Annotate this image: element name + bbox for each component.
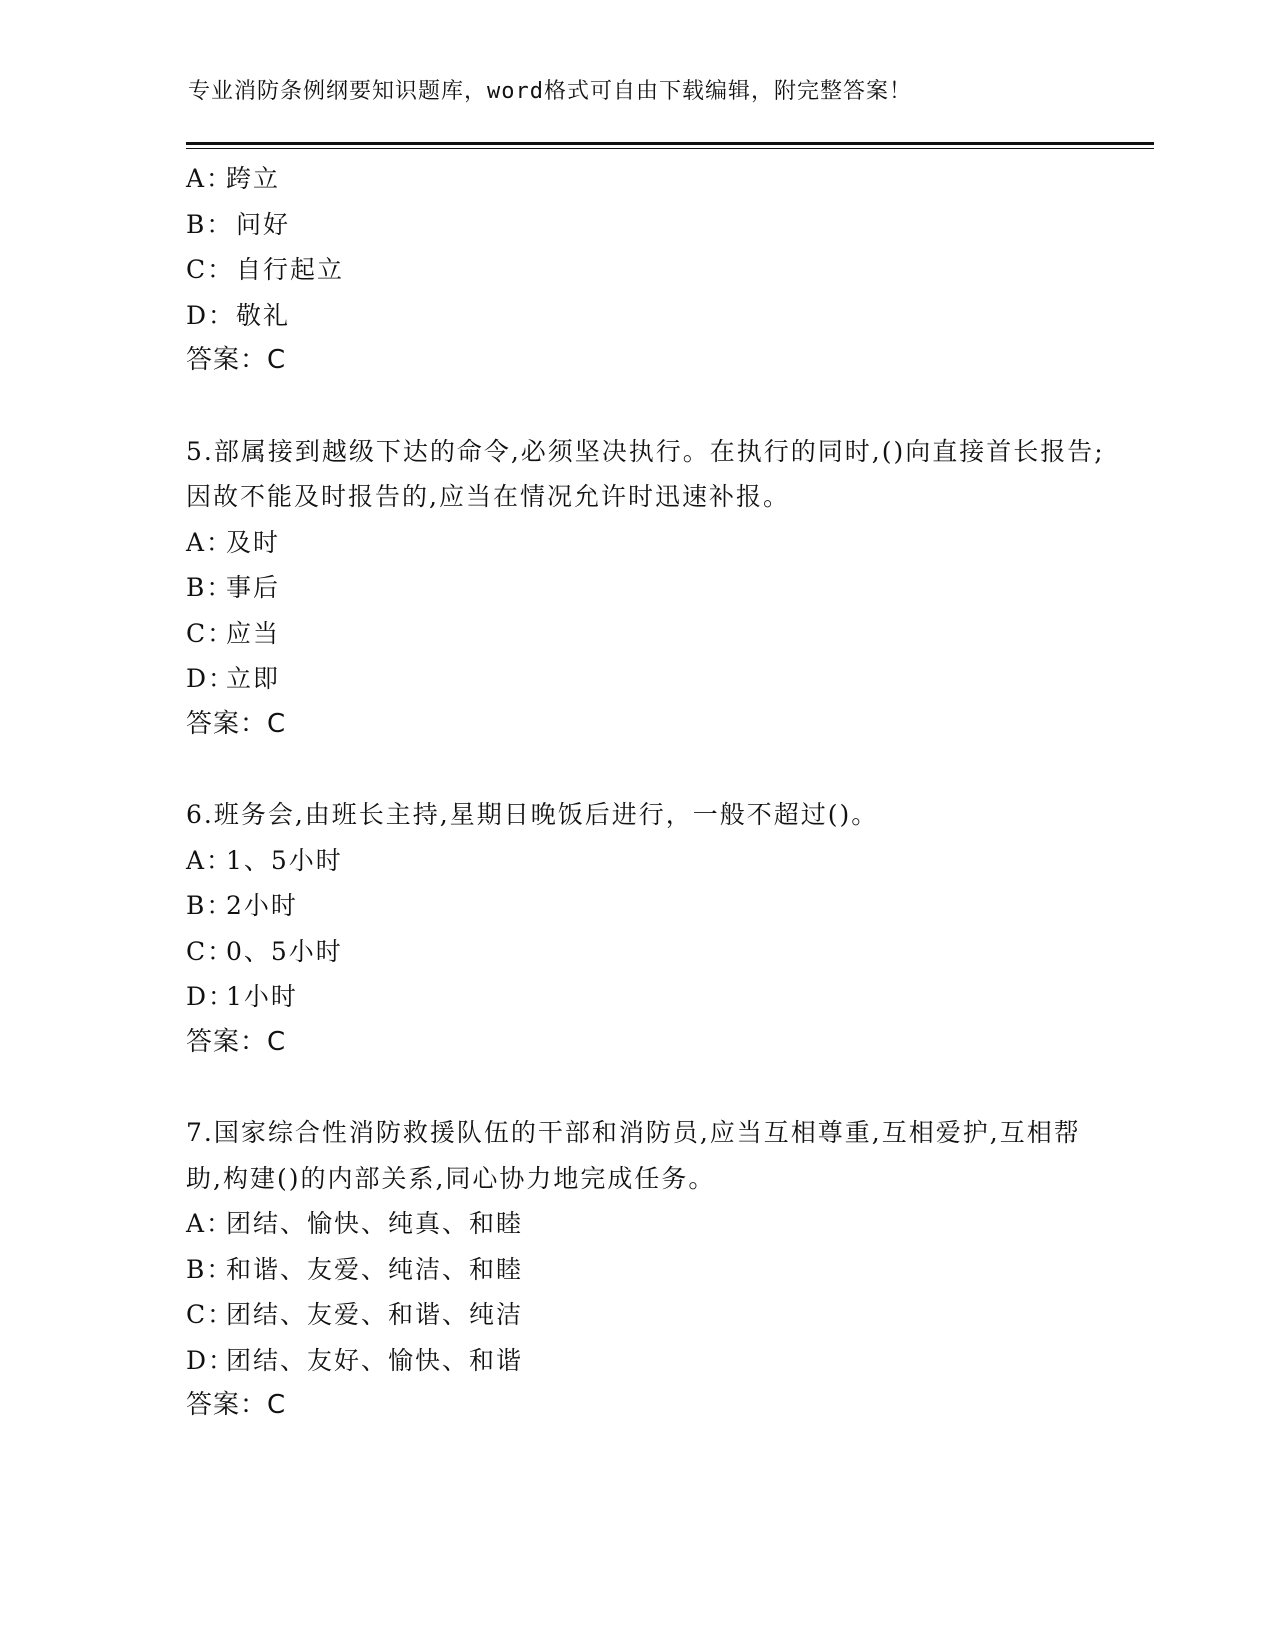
option-a: A：及时 bbox=[186, 527, 281, 557]
option-a: A：1、5小时 bbox=[186, 845, 343, 875]
answer-line: 答案：C bbox=[186, 708, 287, 739]
option-b: B： 问好 bbox=[186, 209, 290, 239]
option-d: D： 敬礼 bbox=[186, 300, 290, 330]
option-d: D：团结、友好、愉快、和谐 bbox=[186, 1345, 524, 1375]
answer-line: 答案：C bbox=[186, 1390, 287, 1420]
header-rule-thin bbox=[186, 148, 1154, 149]
question-text: 5.部属接到越级下达的命令,必须坚决执行。在执行的同时,()向直接首长报告;因故不能及时报告的,应当在情况允许时迅速补报。 bbox=[186, 436, 1105, 511]
answer-line: 答案：C bbox=[186, 1026, 287, 1057]
question-7 bbox=[186, 1110, 1116, 1429]
option-c: C：应当 bbox=[186, 618, 281, 648]
page-header: 专业消防条例纲要知识题库，word格式可自由下载编辑，附完整答案！ bbox=[188, 79, 912, 104]
answer-line: 答案：C bbox=[186, 345, 287, 375]
option-b: B：事后 bbox=[186, 573, 281, 602]
option-a: A：团结、愉快、纯真、和睦 bbox=[186, 1209, 524, 1238]
header-rule-thick bbox=[186, 142, 1154, 145]
option-c: C： 自行起立 bbox=[186, 255, 344, 284]
question-6 bbox=[186, 792, 1116, 1065]
question-fragment bbox=[186, 156, 1116, 384]
question-list bbox=[186, 156, 1116, 1429]
question-5 bbox=[186, 429, 1116, 748]
question-text: 6.班务会,由班长主持,星期日晚饭后进行，一般不超过()。 bbox=[186, 800, 879, 829]
option-d: D：立即 bbox=[186, 664, 281, 693]
option-c: C：0、5小时 bbox=[186, 936, 343, 966]
option-c: C：团结、友爱、和谐、纯洁 bbox=[186, 1300, 524, 1329]
option-d: D：1小时 bbox=[186, 982, 298, 1011]
question-text: 7.国家综合性消防救援队伍的干部和消防员,应当互相尊重,互相爱护,互相帮助,构建()的内部关系,同心协力地完成任务。 bbox=[186, 1118, 1081, 1193]
option-b: B：2小时 bbox=[186, 891, 298, 920]
option-a: A：跨立 bbox=[186, 164, 281, 193]
option-b: B：和谐、友爱、纯洁、和睦 bbox=[186, 1254, 524, 1284]
